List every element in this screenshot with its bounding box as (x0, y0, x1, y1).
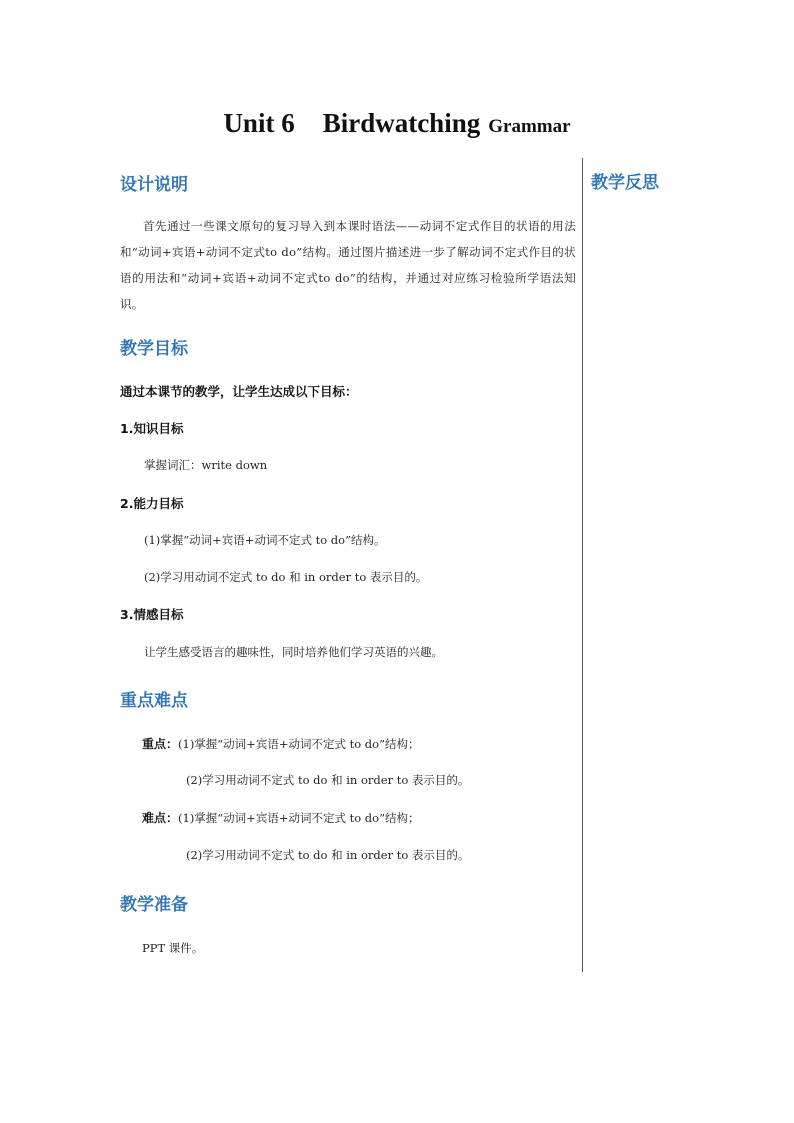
design-notes-paragraph: 首先通过一些课文原句的复习导入到本课时语法——动词不定式作目的状语的用法和“动词+宾语+动词不定式to do”结构。通过图片描述进一步了解动词不定式作目的状语的用法和“动词+宾语+动词不定式to do”的结构，并通过对应练习检验所学语法知识。 (120, 219, 576, 311)
ability-objective-heading: 2.能力目标 (120, 496, 184, 511)
ability-objective-item-1: (1)掌握“动词+宾语+动词不定式 to do”结构。 (144, 533, 386, 547)
key-point-label: 重点： (142, 737, 179, 751)
objectives-intro: 通过本课节的教学，让学生达成以下目标： (120, 384, 358, 399)
key-point-item-2: (2)学习用动词不定式 to do 和 in order to 表示目的。 (186, 773, 470, 787)
difficult-point-label: 难点： (142, 811, 179, 825)
section-heading-design-notes: 设计说明 (120, 175, 188, 195)
section-heading-key-points: 重点难点 (120, 691, 188, 711)
title-topic: Birdwatching (322, 108, 481, 138)
knowledge-objective-heading: 1.知识目标 (120, 421, 184, 436)
title-unit: Unit 6 (223, 108, 295, 138)
difficult-point-item-2: (2)学习用动词不定式 to do 和 in order to 表示目的。 (186, 848, 470, 862)
section-heading-reflection: 教学反思 (591, 173, 659, 193)
key-point-row (142, 735, 419, 752)
section-heading-preparation: 教学准备 (120, 895, 188, 915)
knowledge-objective-item: 掌握词汇：write down (144, 458, 268, 472)
preparation-item: PPT 课件。 (142, 941, 204, 955)
difficult-point-item-1: (1)掌握“动词+宾语+动词不定式 to do”结构； (178, 811, 420, 825)
title-subtitle: Grammar (488, 116, 571, 137)
page-title (0, 108, 794, 139)
ability-objective-item-2: (2)学习用动词不定式 to do 和 in order to 表示目的。 (144, 570, 428, 584)
emotion-objective-item: 让学生感受语言的趣味性，同时培养他们学习英语的兴趣。 (144, 645, 443, 659)
section-heading-objectives: 教学目标 (120, 339, 188, 359)
key-point-item-1: (1)掌握“动词+宾语+动词不定式 to do”结构； (178, 737, 420, 751)
emotion-objective-heading: 3.情感目标 (120, 607, 184, 622)
reflection-column (591, 168, 659, 193)
difficult-point-row (142, 809, 419, 826)
column-divider (582, 158, 583, 972)
